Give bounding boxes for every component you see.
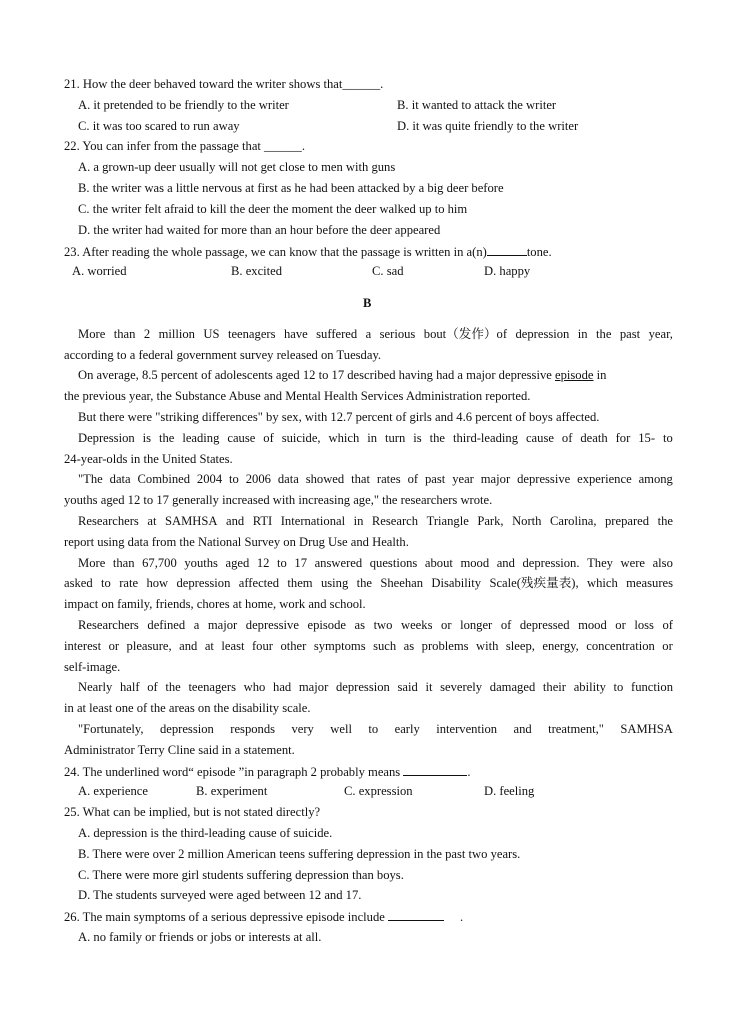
passage-p7-line2 [64,575,673,591]
word: four [251,639,273,653]
word: or [662,639,673,653]
word: asked [64,576,93,590]
passage-p7-line3: impact on family, friends, chores at home, work and school. [64,597,366,611]
q26-stem-tail: . [460,910,464,924]
word: to [662,431,673,445]
q24-answer-blank[interactable] [403,763,467,776]
word: also [652,556,673,570]
word: early [394,722,420,736]
word: interest [64,639,102,653]
passage-p10-line2: Administrator Terry Cline said in a statement. [64,743,295,757]
passage-p6-line2: report using data from the National Survey on Drug Use and Health. [64,535,409,549]
word: turn [385,431,406,445]
word: the [596,327,612,341]
word: other [280,639,307,653]
word: as [354,618,366,632]
word: their [542,680,567,694]
word: and [513,722,532,736]
word: teenagers [188,680,236,694]
word: to [613,680,624,694]
passage-p9-line2: in at least one of the areas on the disability scale. [64,701,311,715]
q24-stem-text: 24. The underlined word“ episode ”in paragraph 2 probably means [64,765,401,779]
word: aged [225,556,250,570]
word: Scale(残疾量表), [489,576,579,590]
word: cause [227,431,256,445]
underlined-word-episode: episode [555,368,594,382]
word: is [413,431,422,445]
word: rate [119,576,139,590]
word: 2006 [245,472,271,486]
word: data [277,472,299,486]
word: problems [421,639,469,653]
q23-option-c: C. sad [372,264,404,278]
word: Park, [477,514,504,528]
word: 15- [638,431,656,445]
word: two [373,618,393,632]
word: in [353,514,364,528]
word: Combined [137,472,191,486]
word: to [101,576,111,590]
word: or [441,618,452,632]
word: that [351,472,370,486]
word: depression [159,722,214,736]
q26-stem [64,908,463,924]
word: least [221,639,245,653]
word: among [638,472,673,486]
q26-option-a: A. no family or friends or jobs or interests at all. [78,930,322,944]
word: episode [307,618,346,632]
q26-stem-text: 26. The main symptoms of a serious depressive episode include [64,910,385,924]
word: weeks [401,618,433,632]
word: year [452,472,474,486]
word: or [108,639,120,653]
word: to [229,472,239,486]
word: treatment," [548,722,604,736]
word: past [424,472,446,486]
word: defined [147,618,186,632]
word: 2 [143,327,151,341]
word: a [365,327,372,341]
word: 2004 [196,472,223,486]
word: suffered [316,327,358,341]
word: data [109,472,131,486]
word: using [320,576,349,590]
word: damaged [489,680,536,694]
word: which [328,431,360,445]
passage-p2-line1 [78,367,606,383]
word: They [587,556,613,570]
passage-p1-line2: according to a federal government survey released on Tuesday. [64,348,382,362]
passage-p3: But there were "striking differences" by sex, with 12.7 percent of girls and 4.6 percent of boys affected. [78,410,600,424]
q23-answer-blank[interactable] [487,243,527,256]
q24-stem-tail: . [467,765,471,779]
word: bout（发作）of [423,327,508,341]
word: pleasure, [126,639,172,653]
q22-option-c: C. the writer felt afraid to kill the deer the moment the deer walked up to him [78,202,468,216]
passage-p10-line1 [78,721,673,737]
word: of [662,618,673,632]
q22-option-a: A. a grown-up deer usually will not get close to men with guns [78,160,396,174]
word: the [429,431,445,445]
word: intervention [436,722,498,736]
word: were [620,556,646,570]
word: affected [238,576,280,590]
word: in [367,431,378,445]
word: "The [78,472,103,486]
word: International [280,514,346,528]
word: depressive [245,618,299,632]
word: very [291,722,314,736]
word: which [587,576,618,590]
word: questions [369,556,418,570]
word: 17 [294,556,308,570]
word: More [78,556,106,570]
word: 67,700 [142,556,177,570]
section-heading-b: B [363,296,372,310]
q23-stem-text: 23. After reading the whole passage, we can know that the passage is written in a(n) [64,245,487,259]
word: depression [515,327,570,341]
passage-p8-line2 [64,638,673,654]
q25-option-a: A. depression is the third-leading cause of suicide. [78,826,333,840]
word: had [273,680,292,694]
word: and [179,639,198,653]
q23-stem [64,243,552,259]
word: prepared [605,514,650,528]
word: how [146,576,169,590]
q25-option-c: C. There were more girl students suffering depression than boys. [78,868,404,882]
word: More [78,327,106,341]
word: of [263,431,274,445]
q21-stem: 21. How the deer behaved toward the writer shows that______. [64,77,384,91]
word: cause [525,431,554,445]
q24-option-b: B. experiment [196,784,268,798]
word: depression [176,576,231,590]
word: for [615,431,631,445]
word: sleep, [505,639,535,653]
q21-option-a: A. it pretended to be friendly to the writer [78,98,289,112]
q24-stem [64,763,471,779]
passage-p2-text: On average, 8.5 percent of adolescents aged 12 to 17 described having had a major depressive [78,368,552,382]
word: at [204,639,214,653]
q22-option-d: D. the writer had waited for more than an hour before the deer appeared [78,223,441,237]
word: depression. [522,556,580,570]
word: in [577,327,588,341]
q25-option-d: D. The students surveyed were aged between 12 and 17. [78,888,362,902]
word: major [480,472,511,486]
word: suicide, [281,431,321,445]
word: the [657,514,673,528]
word: North [512,514,542,528]
word: third-leading [452,431,519,445]
word: leading [182,431,220,445]
word: 12 [256,556,270,570]
word: depressed [519,618,570,632]
word: to [277,556,287,570]
word: the [158,431,175,445]
passage-p4-line2: 24-year-olds in the United States. [64,452,233,466]
q23-option-a: A. worried [72,264,127,278]
word: of [500,618,512,632]
word: SAMHSA [164,514,218,528]
word: ability [573,680,606,694]
word: depression [335,680,390,694]
word: well [330,722,352,736]
passage-p8-line1 [78,617,673,633]
q21-option-c: C. it was too scared to run away [78,119,240,133]
word: longer [460,618,493,632]
word: past [619,327,641,341]
word: serious [379,327,416,341]
q21-option-d: D. it was quite friendly to the writer [397,119,579,133]
word: death [580,431,608,445]
q23-option-d: D. happy [484,264,531,278]
word: or [615,618,626,632]
word: SAMHSA [620,722,673,736]
word: US [203,327,220,341]
word: mood [460,556,490,570]
word: at [147,514,157,528]
word: Disability [431,576,482,590]
passage-p5-line1 [78,471,673,487]
passage-p4-line1 [78,430,673,446]
word: teenagers [227,327,276,341]
word: the [356,576,373,590]
passage-p2-tail: in [596,368,607,382]
passage-p8-line3: self-image. [64,660,121,674]
q22-stem: 22. You can infer from the passage that ______. [64,139,305,153]
word: answered [314,556,363,570]
word: Research [371,514,419,528]
word: major [298,680,329,694]
word: it [425,680,433,694]
word: concentration [586,639,655,653]
word: to [368,722,379,736]
q25-option-b: B. There were over 2 million American teens suffering depression in the past two years. [78,847,521,861]
word: severely [440,680,483,694]
word: than [112,556,135,570]
word: them [287,576,313,590]
word: of [147,680,158,694]
word: Carolina, [549,514,597,528]
word: a [193,618,200,632]
word: "Fortunately, [78,722,144,736]
word: million [158,327,195,341]
word: as [403,639,415,653]
word: major [207,618,238,632]
word: of [407,472,419,486]
word: rates [376,472,401,486]
q23-option-b: B. excited [231,264,283,278]
word: youths [184,556,218,570]
word: is [142,431,152,445]
passage-p9-line1 [78,679,673,695]
word: about [424,556,453,570]
word: measures [626,576,673,590]
word: have [283,327,308,341]
word: said [397,680,418,694]
word: and [496,556,515,570]
word: function [631,680,673,694]
word: such [373,639,397,653]
q24-option-d: D. feeling [484,784,535,798]
word: than [113,327,136,341]
word: experience [577,472,632,486]
word: who [243,680,266,694]
q24-option-c: C. expression [344,784,413,798]
word: RTI [252,514,273,528]
word: energy, [542,639,579,653]
q26-answer-blank[interactable] [388,908,444,921]
word: symptoms [313,639,366,653]
word: Triangle [426,514,469,528]
word: of [561,431,573,445]
word: with [476,639,499,653]
word: Sheehan [380,576,424,590]
passage-p7-line1 [78,555,673,571]
word: Depression [78,431,135,445]
word: responds [230,722,276,736]
q23-stem-tail: tone. [526,245,552,259]
passage-p5-line2: youths aged 12 to 17 generally increased with increasing age," the researchers wrote. [64,493,493,507]
passage-p2-line2: the previous year, the Substance Abuse and Mental Health Services Administration reported. [64,389,531,403]
word: half [119,680,140,694]
passage-p6-line1 [78,513,673,529]
word: Researchers [78,514,139,528]
word: and [225,514,245,528]
word: depressive [517,472,571,486]
passage-p1-line1 [78,326,673,342]
word: showed [305,472,345,486]
q22-option-b: B. the writer was a little nervous at first as he had been attacked by a big deer before [78,181,504,195]
word: Nearly [78,680,113,694]
word: the [165,680,181,694]
word: year, [648,327,673,341]
word: Researchers [78,618,139,632]
word: loss [634,618,654,632]
q25-stem: 25. What can be implied, but is not stated directly? [64,805,321,819]
q21-option-b: B. it wanted to attack the writer [397,98,557,112]
q24-option-a: A. experience [78,784,148,798]
word: mood [578,618,607,632]
